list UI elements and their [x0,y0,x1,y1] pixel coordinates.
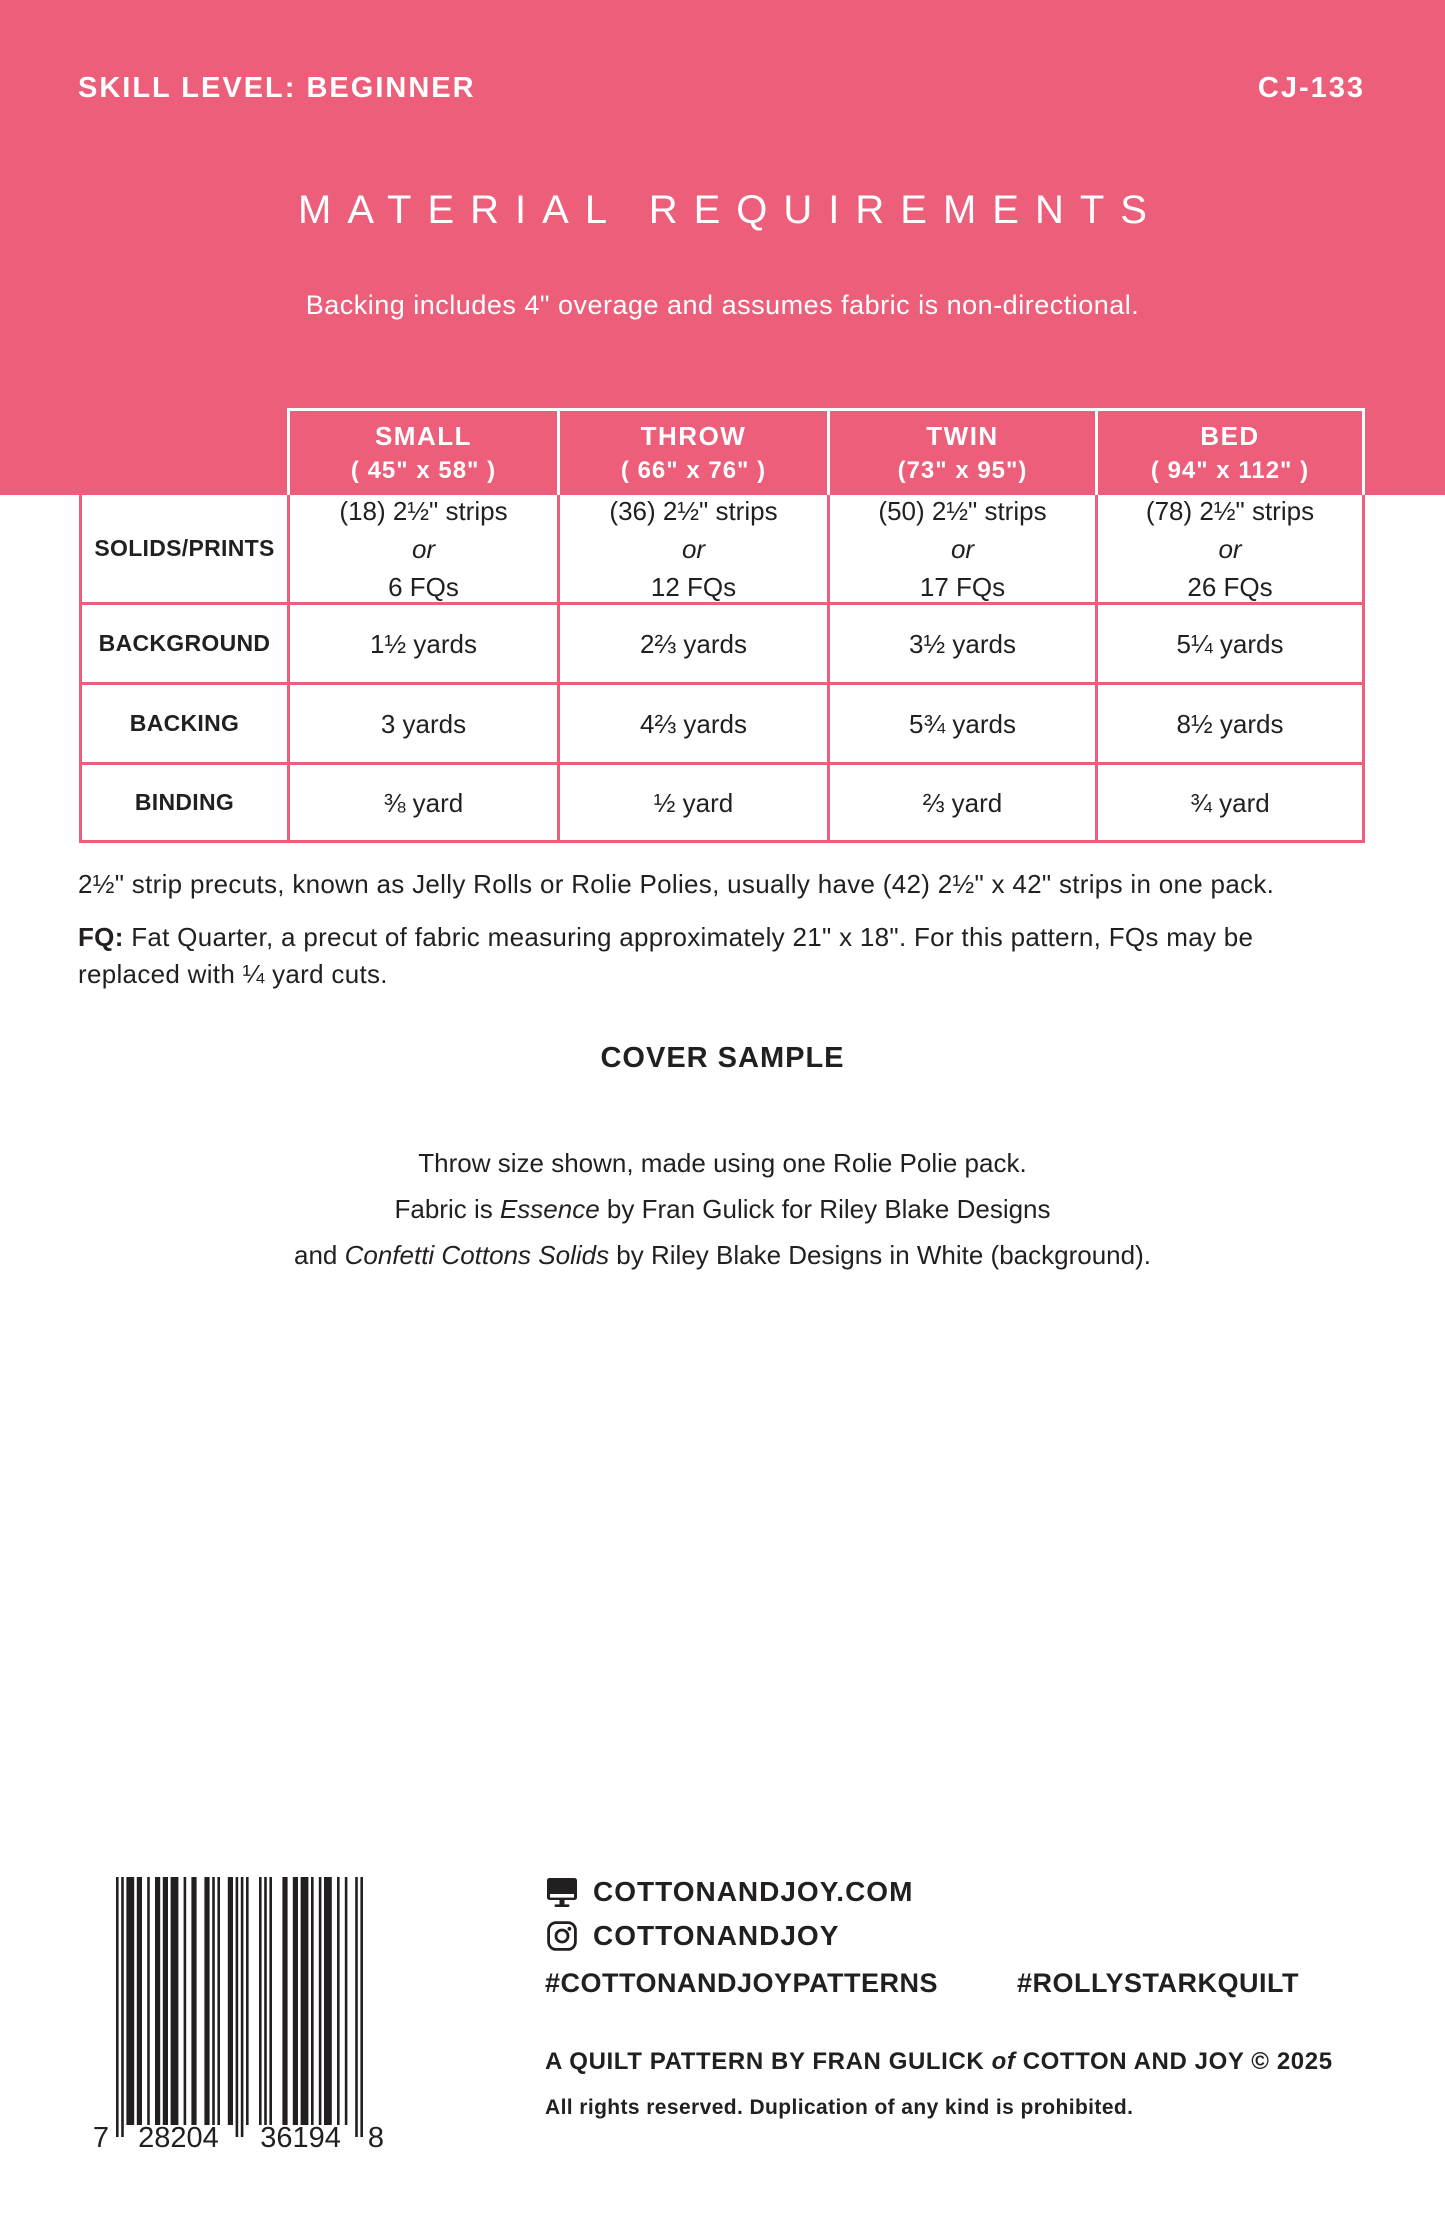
cover-sample-title: COVER SAMPLE [600,1042,845,1074]
rights-line: All rights reserved. Duplication of any kind is prohibited. [545,2096,1134,2119]
row-label-binding: BINDING [79,765,287,843]
cover-sample-line: Fabric is Essence by Fran Gulick for Riley Blake Designs [394,1194,1051,1224]
website-row [545,1876,913,1908]
table-cell: ¾ yard [1095,765,1365,843]
table-cell: ⅜ yard [287,765,557,843]
table-cell: 5¾ yards [827,685,1095,765]
monitor-icon [545,1877,579,1908]
instagram-icon [545,1921,579,1951]
table-cell: 4⅔ yards [557,685,827,765]
skill-level-label: SKILL LEVEL: BEGINNER [78,72,476,104]
row-label-background: BACKGROUND [79,605,287,685]
column-header-small: SMALL ( 45" x 58" ) [287,408,557,495]
svg-text:8: 8 [367,2122,385,2151]
table-cell: (50) 2½" strips or 17 FQs [827,495,1095,605]
cover-sample-text [0,1140,1445,1278]
table-cell: 3½ yards [827,605,1095,685]
page-subtitle: Backing includes 4" overage and assumes fabric is non-directional. [305,290,1140,320]
table-cell: 8½ yards [1095,685,1365,765]
hashtag-patterns: #COTTONANDJOYPATTERNS [545,1968,939,1998]
row-label-solids-prints: SOLIDS/PRINTS [79,495,287,605]
column-header-bed: BED ( 94" x 112" ) [1095,408,1365,495]
table-cell: ⅔ yard [827,765,1095,843]
table-cell: ½ yard [557,765,827,843]
table-cell: 1½ yards [287,605,557,685]
material-requirements-table [79,408,1365,843]
svg-text:36194: 36194 [260,2122,341,2151]
credit-line: A QUILT PATTERN BY FRAN GULICK of COTTON AND JOY © 2025 [545,2048,1333,2075]
instagram-row [545,1920,839,1952]
table-cell: 2⅔ yards [557,605,827,685]
table-cell: 5¼ yards [1095,605,1365,685]
instagram-handle: COTTONANDJOY [593,1920,840,1951]
svg-text:7: 7 [92,2122,110,2151]
svg-text:28204: 28204 [138,2122,219,2151]
table-cell: (78) 2½" strips or 26 FQs [1095,495,1365,605]
table-cell: (18) 2½" strips or 6 FQs [287,495,557,605]
hashtag-quilt: #ROLLYSTARKQUILT [1017,1968,1300,1998]
column-header-twin: TWIN (73" x 95") [827,408,1095,495]
website-link: COTTONANDJOY.COM [593,1876,914,1907]
table-corner-cell [79,408,287,495]
row-label-backing: BACKING [79,685,287,765]
cover-sample-line: and Confetti Cottons Solids by Riley Blake Designs in White (background). [294,1240,1151,1270]
note-fat-quarter: FQ: Fat Quarter, a precut of fabric measuring approximately 21" x 18". For this pattern, FQs may be replaced with ¼ yard cuts. [78,922,1254,989]
page-title: MATERIAL REQUIREMENTS [298,188,1163,232]
notes-section [78,866,1358,1009]
cover-sample-line: Throw size shown, made using one Rolie Polie pack. [418,1148,1027,1178]
note-precuts: 2½" strip precuts, known as Jelly Rolls or Rolie Polies, usually have (42) 2½" x 42" strips in one pack. [78,869,1275,899]
table-cell: (36) 2½" strips or 12 FQs [557,495,827,605]
upc-barcode [88,1877,392,2151]
pattern-code: CJ-133 [1257,72,1365,104]
column-header-throw: THROW ( 66" x 76" ) [557,408,827,495]
table-cell: 3 yards [287,685,557,765]
